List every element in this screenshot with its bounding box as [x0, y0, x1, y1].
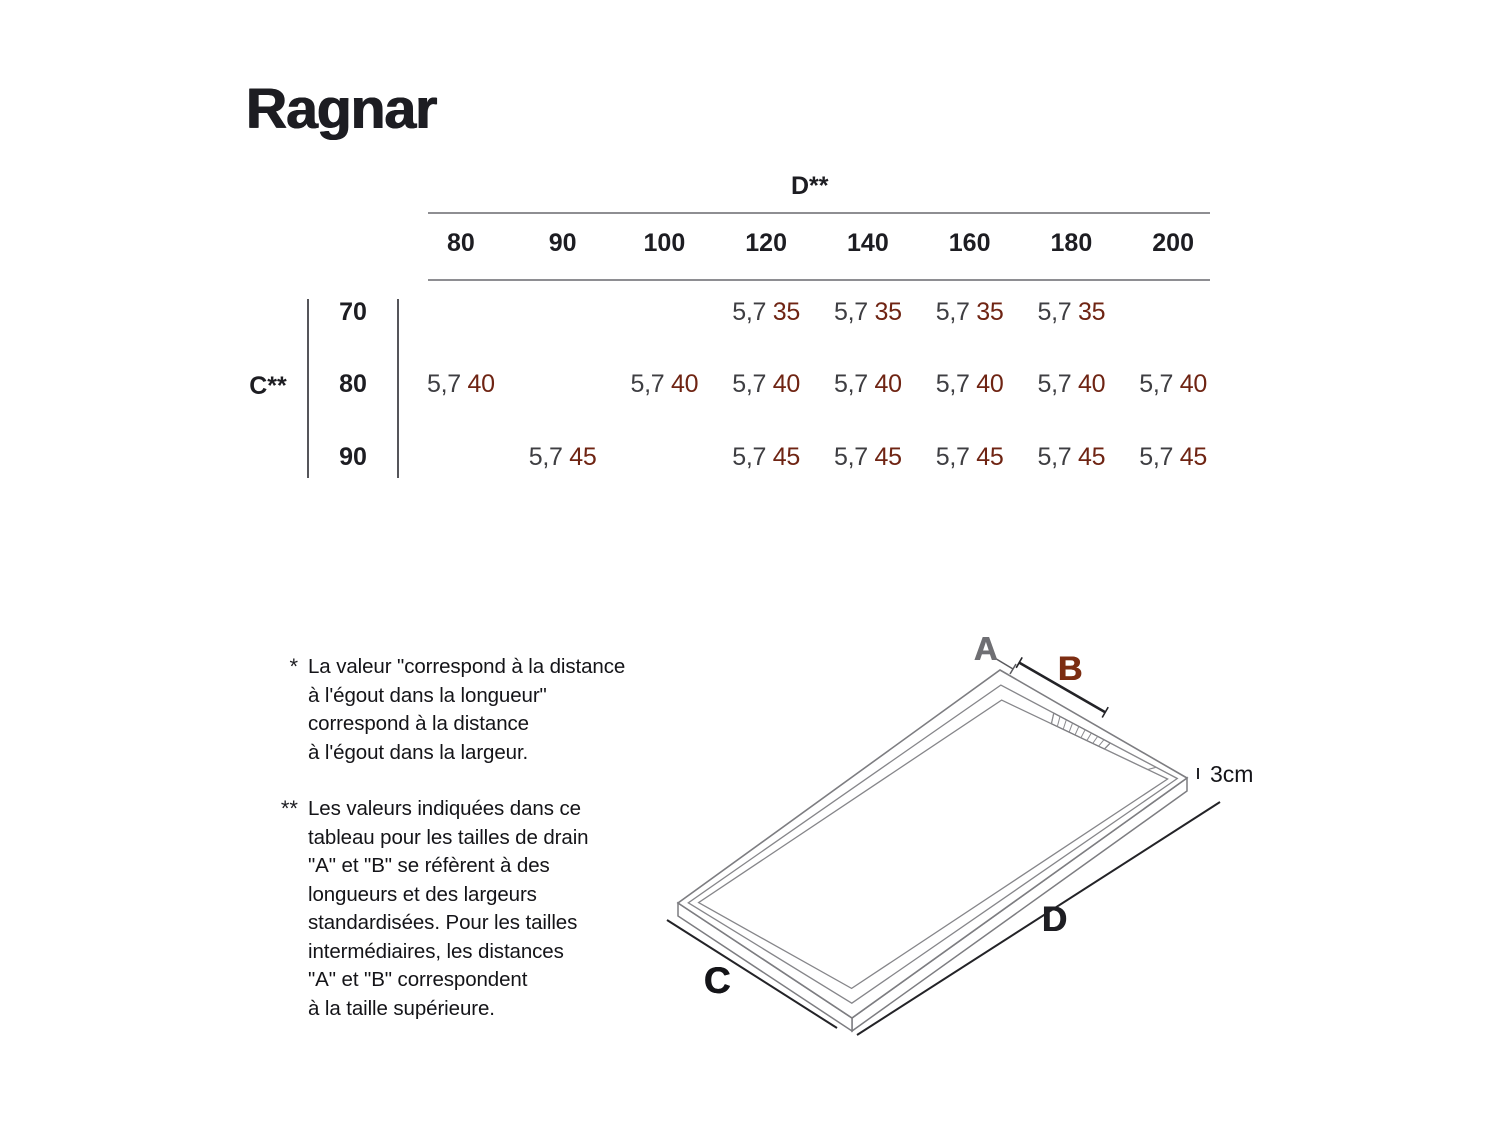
- cell-value-a: 5,7: [935, 442, 970, 471]
- diagram-label-c: C: [704, 960, 731, 1001]
- cell-value-b: 45: [772, 442, 800, 471]
- cell-value-a: 5,7: [834, 297, 868, 326]
- cell-value-a: 5,7: [834, 370, 868, 399]
- footnote-line: Les valeurs indiquées dans ce: [308, 797, 581, 820]
- cell-value-b: 40: [772, 370, 800, 399]
- diagram-label-b: B: [1058, 650, 1083, 688]
- table-cells: [410, 276, 1224, 494]
- column-header: 140: [847, 229, 889, 257]
- cell-value-b: 45: [1078, 442, 1106, 471]
- footnote-line: standardisées. Pour les tailles: [308, 911, 578, 934]
- footnote-text: [308, 795, 588, 1023]
- cell-value-a: 5,7: [1037, 370, 1072, 399]
- table-cell: [1021, 443, 1123, 472]
- table-cell: [410, 370, 512, 399]
- column-header: 180: [1050, 229, 1093, 257]
- table-cell: [715, 370, 817, 399]
- table-cell: [715, 298, 817, 327]
- column-header: 120: [745, 229, 787, 257]
- dim-tick-a: [1010, 664, 1016, 674]
- footnote-line: intermédiaires, les distances: [308, 939, 564, 963]
- table-row: [410, 421, 1224, 494]
- cell-value-b: 35: [1078, 297, 1106, 326]
- table-cell: [817, 370, 919, 399]
- table-cell: [1021, 298, 1123, 327]
- footnote-line: à l'égout dans la longueur": [308, 683, 547, 707]
- cell-value-a: 5,7: [834, 442, 868, 471]
- cell-value-a: 5,7: [732, 442, 767, 471]
- cell-value-b: 35: [874, 297, 902, 326]
- cell-value-a: 5,7: [732, 370, 767, 399]
- column-header: 90: [548, 229, 577, 257]
- footnote-line: "A" et "B" correspondent: [308, 968, 528, 991]
- footnote-marker: **: [280, 796, 298, 821]
- cell-value-a: 5,7: [935, 370, 970, 399]
- diagram-label-thickness: 3cm: [1210, 761, 1254, 787]
- column-header: 100: [643, 229, 686, 257]
- table-cell: [1122, 370, 1224, 399]
- column-header: 200: [1152, 229, 1194, 257]
- table-cell: [919, 298, 1021, 327]
- cell-value-b: 40: [1179, 370, 1207, 399]
- cell-value-a: 5,7: [1139, 370, 1174, 399]
- cell-value-b: 45: [976, 442, 1004, 471]
- table-vertical-rule-left: [307, 299, 309, 478]
- table-cell: [614, 370, 716, 399]
- table-cell: [919, 443, 1021, 472]
- cell-value-b: 35: [772, 297, 800, 326]
- table-vertical-rule-right: [397, 299, 399, 478]
- table-cell: [1021, 370, 1123, 399]
- footnote-line: à l'égout dans la largeur.: [308, 740, 529, 764]
- cell-value-b: 40: [874, 370, 902, 399]
- diagram-label-d: D: [1042, 900, 1068, 939]
- diagram-label-a: A: [974, 630, 998, 667]
- table-cell: [817, 443, 919, 472]
- column-axis-label: D**: [791, 172, 829, 200]
- footnote-text: [308, 653, 625, 767]
- table-rule-top: [428, 212, 1210, 214]
- cell-value-a: 5,7: [630, 370, 665, 399]
- footnote-line: à la taille supérieure.: [308, 996, 495, 1020]
- table-cell: [512, 443, 614, 472]
- row-header: 90: [339, 442, 367, 471]
- table-row: [410, 276, 1224, 349]
- table-cell: [817, 298, 919, 327]
- footnote-line: correspond à la distance: [308, 712, 529, 735]
- footnote-line: "A" et "B" se réfèrent à des: [308, 854, 550, 877]
- table-column-headers: [410, 229, 1224, 258]
- table-row-labels: [318, 276, 388, 494]
- cell-value-a: 5,7: [528, 442, 563, 471]
- cell-value-a: 5,7: [1139, 442, 1174, 471]
- cell-value-b: 45: [569, 442, 597, 471]
- cell-value-a: 5,7: [1037, 297, 1072, 326]
- footnote-line: longueurs et des largeurs: [308, 882, 537, 906]
- row-axis-label: C**: [249, 372, 287, 400]
- page-title: Ragnar: [246, 77, 437, 141]
- column-header: 160: [948, 229, 991, 257]
- cell-value-b: 45: [1179, 442, 1207, 471]
- cell-value-a: 5,7: [427, 370, 461, 399]
- table-cell: [1122, 443, 1224, 472]
- cell-value-a: 5,7: [732, 297, 767, 326]
- footnote: [268, 653, 625, 767]
- table-cell: [715, 443, 817, 472]
- shower-tray-diagram: [600, 590, 1300, 1100]
- row-header: 80: [339, 370, 367, 399]
- row-header: 70: [339, 297, 367, 326]
- cell-value-a: 5,7: [935, 297, 970, 326]
- cell-value-b: 40: [671, 370, 699, 399]
- column-header: 80: [446, 229, 475, 257]
- cell-value-a: 5,7: [1037, 442, 1072, 471]
- footnote: [268, 795, 588, 1023]
- footnote-marker: *: [289, 654, 298, 679]
- cell-value-b: 45: [874, 442, 902, 471]
- footnote-line: tableau pour les tailles de drain: [308, 825, 589, 849]
- footnote-line: La valeur "correspond à la distance: [308, 655, 626, 678]
- cell-value-b: 40: [467, 370, 495, 399]
- table-row: [410, 349, 1224, 422]
- table-cell: [919, 370, 1021, 399]
- cell-value-b: 40: [976, 370, 1004, 399]
- cell-value-b: 40: [1078, 370, 1106, 399]
- cell-value-b: 35: [976, 297, 1004, 326]
